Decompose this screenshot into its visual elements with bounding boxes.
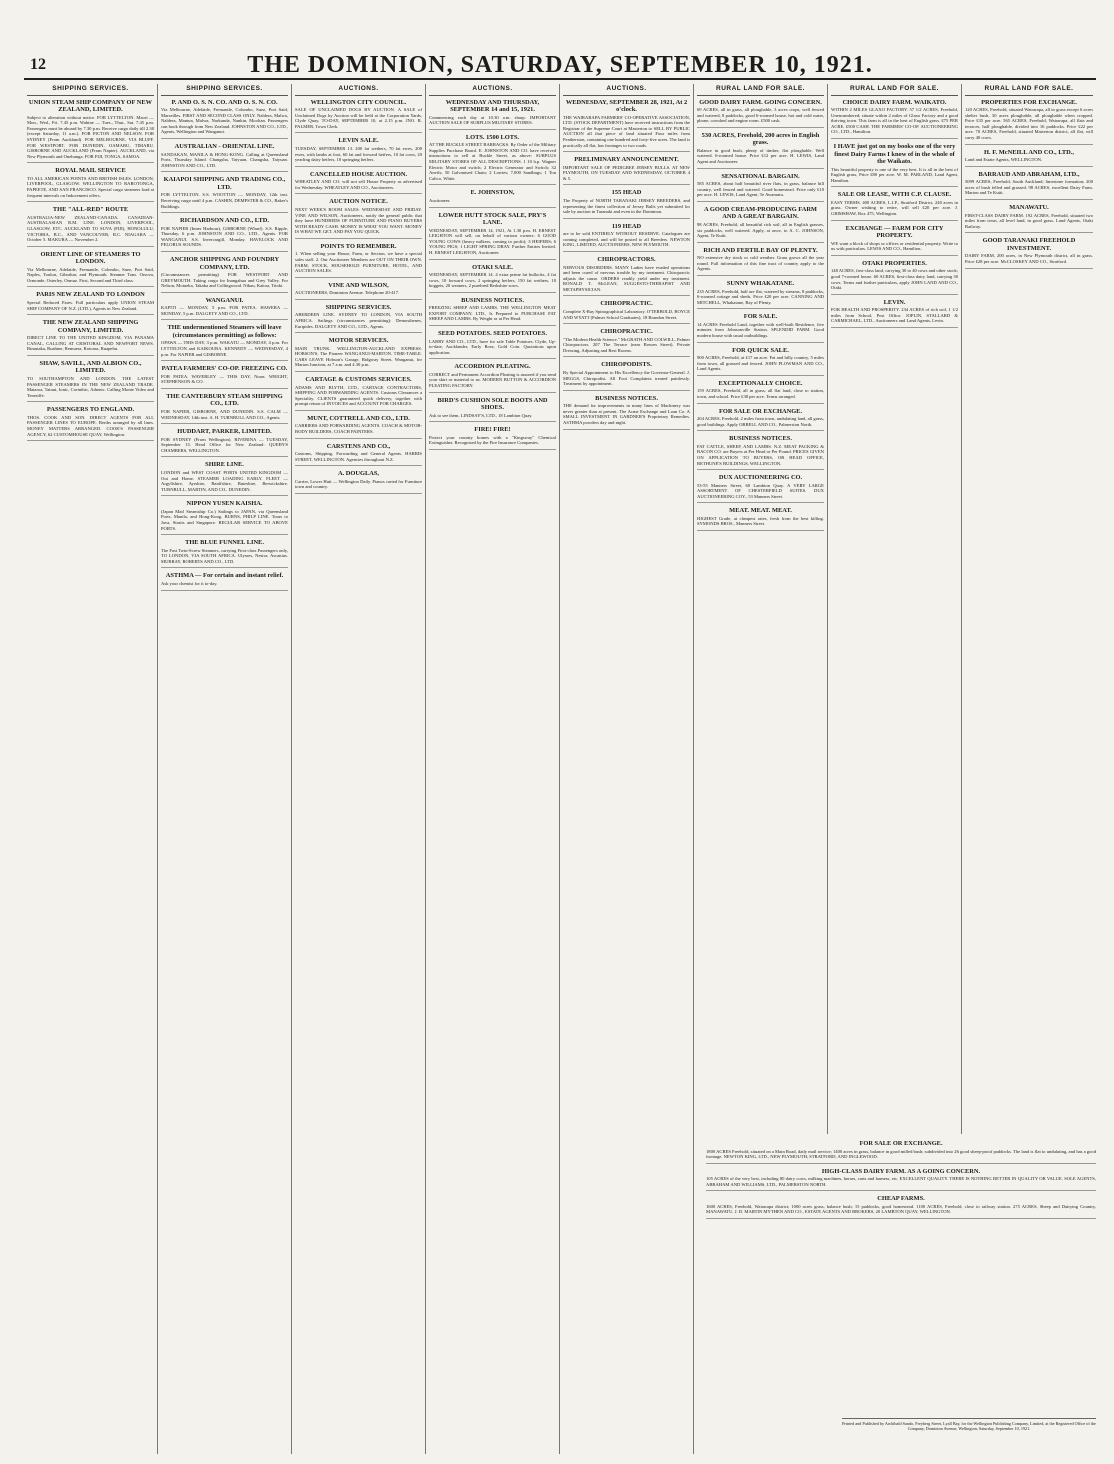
ad-title: RICHARDSON AND CO., LTD. xyxy=(180,217,269,225)
classified-ad xyxy=(697,173,824,202)
classified-ad xyxy=(295,470,422,494)
ad-body: Balance in good bush, plenty of timber, flat ploughable. Well watered. 6-roomed house. Price £12 per acre. H. LEWIS, Land Agent and Auctioneer. xyxy=(697,147,824,165)
ad-title: THE BLUE FUNNEL LINE. xyxy=(185,539,264,547)
page-number: 12 xyxy=(30,56,46,73)
classified-ad xyxy=(295,337,422,372)
ad-body: HIGHEST Grade, at cheapest rates, fresh from the best killing. SYMONDS BROS., Manners Street. xyxy=(697,515,824,527)
ad-title: UNION STEAM SHIP COMPANY OF NEW ZEALAND, LIMITED. xyxy=(28,98,153,114)
ad-title: SHAW, SAVILL, AND ALBION CO., LIMITED. xyxy=(39,359,142,375)
ad-title: FOR SALE. xyxy=(743,313,778,321)
classified-ad xyxy=(831,225,958,256)
ad-title: CHIROPRACTIC. xyxy=(600,300,653,308)
classified-ad xyxy=(161,572,288,590)
column-3 xyxy=(292,84,426,1454)
ad-body: NO extensive dry stock or cold weather. Grass grows all the year round. Full information of this fine tract of country apply to the Agents. xyxy=(697,255,824,272)
ad-title: AUSTRALIAN - ORIENTAL LINE. xyxy=(174,143,275,151)
classified-ad xyxy=(697,380,824,404)
ad-body: Commencing each day at 10.30 a.m. sharp. IMPORTANT AUCTION SALE OF SURPLUS MILITARY STORES. xyxy=(429,114,556,126)
column-heading: AUCTIONS. xyxy=(429,84,556,96)
column-4 xyxy=(426,84,560,1454)
ad-title: ACCORDION PLEATING. xyxy=(454,363,531,371)
ad-title: BARRAUD AND ABRAHAM, LTD., xyxy=(978,170,1080,178)
ad-body: NEXT WEEK'S ROOM SALES. WEDNESDAY AND FRIDAY. VINE AND WILSON, Auctioneers, notify the general public that they have HUNDREDS OF FURNITURE AND PIANO BUYERS WITH READY CASH. MONEY IS WHAT YOU WANT. MONEY IS WHAT WE GET. AND PAY YOU QUICK. xyxy=(295,206,422,235)
ad-title: LEVIN. xyxy=(883,298,906,306)
ad-title: POINTS TO REMEMBER. xyxy=(320,242,397,250)
ad-title: LOWER HUTT STOCK SALE, PRY'S LANE. xyxy=(438,211,547,227)
ad-body: 5099 ACRES, Freehold, South Auckland; limestone formation; 200 acres of bush felled and grassed. 98 ACRES, excellent Dairy Farm. Marton and Te Kuiti. xyxy=(965,179,1093,196)
ad-body: FOR NAPIER, GISBORNE, AND DUNEDIN. S.S. CALM — WEDNESDAY, 14th inst. A. H. TURNBULL AND CO., Agents. xyxy=(161,408,288,420)
ad-body: DIRECT LINE TO THE UNITED KINGDOM, VIA PANAMA CANAL, CALLING AT CRISTOBAL AND NEWPORT NEWS. Rimutaka, Ruahine, Remuera, Rotorua, Ruapehu. xyxy=(27,335,154,352)
ad-body: DAIRY FARM, 200 acres, in New Plymouth district, all in grass. Price £28 per acre. McCLOSKEY AND CO., Stratford. xyxy=(965,253,1093,264)
ad-body: "The Modern Health Science." McGRATH AND COLWILL, Palmer Chiropractors. 207 The Terrace (near Bowen Street). Private Dressing, Adjusting and Rest Rooms. xyxy=(563,336,690,353)
ad-title: THE undermentioned Steamers will leave (circumstances permitting) as follows: xyxy=(167,324,282,339)
ad-body: Land and Estate Agents, WELLINGTON. xyxy=(965,157,1043,163)
classified-ad xyxy=(697,408,824,432)
ad-title: LOTS. 1500 LOTS. xyxy=(465,133,520,141)
ad-body: WE want a block of shops or offices or residential property. Write to us with particulars. LEWIS AND CO., Hamilton. xyxy=(831,240,958,252)
ad-title: PRELIMINARY ANNOUNCEMENT. xyxy=(574,156,679,164)
classified-ad xyxy=(831,143,958,187)
ad-body: FAT CATTLE, SHEEP, AND LAMBS. N.Z. MEAT PACKING & BACON CO. are Buyers at Per Head or Per Pound. PRICES GIVEN ON APPLICATION TO BUYERS, OR HEAD OFFICE, BETHUNE'S BUILDINGS, WELLINGTON. xyxy=(697,443,824,466)
classified-ad xyxy=(429,297,556,326)
classified-ad xyxy=(161,500,288,535)
ad-body: 105 ACRES of the very best, including 80 dairy cows, milking machines, horses, carts and harness, etc. EXCELLENT QUALITY. THERE IS NOTHING BETTER IN QUALITY OR VALUE. SOLE AGENTS, ABRAHAM AND WILLIAMS, LTD., PALMERSTON NORTH. xyxy=(706,1176,1096,1187)
ad-title: OTAKI PROPERTIES. xyxy=(862,259,927,267)
classified-ad xyxy=(563,361,690,390)
ad-body: ADAMS AND BLYTH, LTD., CARTAGE CONTRACTORS, SHIPPING AND FORWARDING AGENTS. Customs Clearances a Speciality. CLIENTS guaranteed quick delivery, together with prompt return of INVOICES and ACCOUNT FOR CHARGES. xyxy=(295,384,422,407)
ad-body: FREEZING SHEEP AND LAMBS. THE WELLINGTON MEAT EXPORT COMPANY, LTD., Is Prepared to PURCHASE FAT SHEEP AND LAMBS. By Weight or at Per Head. xyxy=(429,305,556,322)
classified-ad xyxy=(295,415,422,439)
ad-body: TO SOUTHAMPTON AND LONDON. THE LATEST PASSENGER STEAMERS IN THE NEW ZEALAND TRADE. Mataroa, Tainui, Ionic, Corinthic, Athenic. Calling Monte Video and Teneriffe. xyxy=(27,375,154,398)
ad-body: MAIN TRUNK. WELLINGTON-AUCKLAND EXPRESS. HOBSON'S, The Pioneer WANGANUI-MARTON. TIME-TABLE. CARS LEAVE Hobson's Garage, Ridgway Street, Wanganui, for Marton Junction, at 7 a.m. and 4.30 p.m. xyxy=(295,345,422,368)
ad-body: 98 ACRES, Freehold, all beautiful rich soil, all in English grasses, six paddocks, well watered. Apply, at once, to A. C. JOHNSON, Agent, Te Kuiti. xyxy=(697,221,824,239)
ad-title: 119 HEAD xyxy=(611,222,642,230)
column-7 xyxy=(828,84,962,1134)
ad-body: The Property of NORTH TARANAKI JERSEY BREEDERS, and representing the finest collection of Jersey Bulls yet submitted for sale by auction in Taranaki and even in the Dominion. xyxy=(563,197,690,215)
ad-title: A. DOUGLAS, xyxy=(337,470,379,478)
classified-ad xyxy=(965,204,1093,233)
ad-body: By Special Appointment to His Excellency the Governor-General. J. MEGGS, Chiropodist. All Foot Complaints treated painlessly. Treatment by appointment. xyxy=(563,369,690,387)
ad-body: Auctioneer. xyxy=(429,197,451,203)
classified-ad xyxy=(161,428,288,457)
ad-body: 14 ACRES Freehold Land, together with well-built Residence, five minutes from Johnsonville Station. SPLENDID FARM. Good modern house with usual outbuildings. xyxy=(697,321,824,338)
ad-title: EXCEPTIONALLY CHOICE. xyxy=(718,379,803,387)
classified-ad xyxy=(965,149,1093,167)
ad-title: RICH AND FERTILE BAY OF PLENTY. xyxy=(703,246,818,254)
classified-ad xyxy=(697,99,824,128)
classified-ad xyxy=(161,461,288,496)
ad-title: MUNT, COTTRELL AND CO., LTD. xyxy=(307,414,410,422)
ad-body: SALE OF UNCLAIMED DOGS BY AUCTION. A SALE of Unclaimed Dogs by Auction will be held at the Corporation Yards, Clyde Quay, TO-DAY, SEPTEMBER 10, at 2.15 p.m. JNO. R. PALMER, Town Clerk. xyxy=(295,107,422,129)
ad-title: 155 HEAD xyxy=(611,189,642,197)
classified-ad xyxy=(563,328,690,357)
ad-body: LONDON and WEST COAST PORTS UNITED KINGDOM — Out and Home. STEAMER LOADING EARLY. FLEET — Argyllshire, Ayrshire, Banffshire, Buteshire, Berwickshire. TURNBULL, MARTIN, AND CO., DUNEDIN. xyxy=(161,469,288,492)
classified-ad xyxy=(831,99,958,139)
classified-ad xyxy=(295,304,422,333)
ad-body: LARRY AND CO., LTD., have for sale Table Potatoes. Clyde, Up-to-date, Aucklander, Early Rose, Gold Coin. Quotations upon application. xyxy=(429,338,556,355)
ad-title: BIRD'S CUSHION SOLE BOOTS AND SHOES. xyxy=(437,396,548,412)
ad-body: CARRIERS AND FORWARDING AGENTS. COACH & MOTOR-BODY BUILDERS, COACH PAINTERS. xyxy=(295,423,422,434)
newspaper-title: THE DOMINION, SATURDAY, SEPTEMBER 10, 1921. xyxy=(247,52,873,78)
classified-ad xyxy=(295,443,422,467)
wide-classified-ad xyxy=(706,1168,1096,1192)
ad-body: 148 ACRES, first-class land, carrying 30 to 40 cows and other stock; good 7-roomed house. 60 ACRES, first-class dairy land, carrying 30 cows. Terms and further particulars, apply JOHN LAND AND CO., Otaki. xyxy=(831,268,958,291)
ad-body: Customs, Shipping, Forwarding and General Agents. HARRIS STREET, WELLINGTON. Agencies throughout N.Z. xyxy=(295,451,422,462)
ad-body: 204 ACRES, Freehold, 2 miles from town, undulating land, all grass, good buildings. Apply ORBELL AND CO., Palmerston North. xyxy=(697,416,824,427)
ad-body: ABERDEEN LINE. SYDNEY TO LONDON, VIA SOUTH AFRICA. Sailings (circumstances permitting): Demosthenes, Euripides. DALGETY AND CO., LTD., Agents. xyxy=(295,312,422,329)
ad-title: SUNNY WHAKATANE. xyxy=(726,280,795,287)
classified-ad xyxy=(563,156,690,185)
classified-ad xyxy=(295,171,422,195)
classified-ad xyxy=(27,99,154,164)
ad-title: FOR QUICK SALE. xyxy=(732,346,789,354)
classified-ad xyxy=(161,256,288,293)
classified-ad xyxy=(429,99,556,130)
classified-ad xyxy=(563,395,690,430)
ad-body: Carrier, Lower Hutt — Wellington Daily. Pianos carted for Furniture town and country. xyxy=(295,478,422,490)
classified-ad xyxy=(831,299,958,328)
ad-title: ROYAL MAIL SERVICE xyxy=(55,167,126,175)
classified-ad xyxy=(27,319,154,356)
ad-body: THE demand for improvements in many lines of Machinery was never greater than at present. The Acme Exchange and Loan Co. A SMALL INVESTMENT IN GARDNER'S Proprietary Remedies. ASTHMA powders day and night. xyxy=(563,403,690,425)
ad-title: WEDNESDAY, SEPTEMBER 28, 1921, At 2 o'clock. xyxy=(565,98,688,114)
ad-title: WEDNESDAY AND THURSDAY, SEPTEMBER 14 and 15, 1921. xyxy=(445,98,540,114)
ad-body: 1. When selling your House, Farm, or Section, we have a special sales staff. 2. Our Auctioneer Members are OUT ON THEIR OWN. FARM, STOCK, HOUSEHOLD FURNITURE, HOTEL, AND AUCTION SALES. xyxy=(295,251,422,274)
ad-body: 585 ACRES, about half beautiful river flats, in grass, balance hill country, well fenced and watered. Good homestead. Price only £10 per acre. H. LEWIS, Land Agent, Te Awamutu. xyxy=(697,181,824,198)
ad-body: Complete X-Ray Spinographical Laboratory. O'TERBOLD, BOYCE AND WYATT (Palmer School Graduates), 18 Brandon Street. xyxy=(563,308,690,320)
ad-title: WANGANUI. xyxy=(205,296,244,304)
ad-title: SEED POTATOES. SEED POTATOES. xyxy=(438,330,547,338)
classified-ad xyxy=(161,297,288,321)
classified-ad xyxy=(161,99,288,139)
classified-ad xyxy=(697,474,824,503)
ad-body: 235 ACRES, Freehold, half are flat, watered by streams, 8 paddocks, 6-roomed cottage and sheds. Price £20 per acre. CANNING AND MITCHELL, Whakatane, Bay of Plenty. xyxy=(697,288,824,305)
ad-title: FIRE! FIRE! xyxy=(474,426,511,434)
ad-title: CHIROPRACTORS. xyxy=(597,256,656,263)
ad-title: BUSINESS NOTICES. xyxy=(729,435,792,443)
classified-ad xyxy=(563,256,690,296)
ad-title: NIPPON YUSEN KAISHA. xyxy=(186,500,263,508)
ad-title: P. AND O. S. N. CO. AND O. S. N. CO. xyxy=(171,98,278,106)
ad-body: THOS. COOK AND SON. DIRECT AGENTS FOR ALL PASSENGER LINES TO EUROPE. Berths arranged by all lines. MONEY MATTERS ARRANGED. COOK'S PASSENGER AGENCY, 62 CUSTOMHOUSE QUAY, Wellington. xyxy=(27,414,154,437)
imprint-footer: Printed and Published by Archibald Sando, Freyberg Street, Lyall Bay, for the Wellington Publishing Company, Limited, at the Registered Office of the Company, Dominion Avenue, Wellington, Saturday, September 10, 1921. xyxy=(842,1418,1096,1431)
classified-ad xyxy=(429,189,556,207)
ad-title: LEVIN SALE. xyxy=(338,137,379,145)
classified-ad xyxy=(697,132,824,169)
ad-title: WELLINGTON CITY COUNCIL. xyxy=(310,98,407,106)
ad-body: (Circumstances permitting) FOR WESTPORT AND GREYMOUTH. Taking cargo for Inangahua and Grey Valley. For Nelson, Motueka, Takaka and Collingwood. Nikau, Kaitoa, Titoki. xyxy=(161,272,288,289)
classified-ad xyxy=(965,237,1093,268)
ad-title: DUX AUCTIONEERING CO. xyxy=(718,474,803,482)
classified-ad xyxy=(295,282,422,300)
ad-title: ANCHOR SHIPPING AND FOUNDRY COMPANY, LTD. xyxy=(169,256,280,271)
ad-title: CANCELLED HOUSE AUCTION. xyxy=(309,170,408,178)
ad-body: 1800 ACRES Freehold, situated on a Main Road, daily mail service; 1400 acres in grass, balance in good milled bush; subdivided into 26 good sheep-proof paddocks. The land is flat to undulating, and has a good frontage. NEWTON KING, LTD., NEW PLYMOUTH, STRATFORD, AND INGLEWOOD. xyxy=(706,1148,1096,1160)
ad-title: THE "ALL-RED" ROUTE xyxy=(52,206,129,214)
classified-ad xyxy=(27,167,154,202)
ad-title: SALE OR LEASE, WITH C.P. CLAUSE. xyxy=(837,191,952,199)
ad-title: GOOD TARANAKI FREEHOLD INVESTMENT. xyxy=(982,237,1076,252)
ad-body: AUSTRALIA-NEW ZEALAND-CANADA. CANADIAN-AUSTRALASIAN R.M. LINE. LONDON, LIVERPOOL, GLASGOW, ETC. AUCKLAND TO SUVA (FIJI), HONOLULU, VICTORIA, B.C., AND VANCOUVER, B.C. NIAGARA — October 5. MAKURA — November 2. xyxy=(27,214,154,243)
ad-body: FOR LYTTELTON. S.S. WOOTTON — MONDAY, 12th inst. Receiving cargo until 4 p.m. CASHIN, DEMPSTER & CO., Baker's Buildings. xyxy=(161,192,288,209)
classified-ad xyxy=(429,363,556,392)
column-5 xyxy=(560,84,694,1454)
ad-body: Protect your country homes with a "Kingsway" Chemical Extinguisher. Recognised by the Fire Insurance Companies. xyxy=(429,434,556,446)
ad-title: CHIROPRACTIC. xyxy=(600,328,653,336)
classified-ad xyxy=(161,217,288,252)
classified-ad xyxy=(697,247,824,276)
classified-ad xyxy=(831,260,958,295)
ad-title: EXCHANGE — FARM FOR CITY PROPERTY. xyxy=(845,224,944,240)
column-heading: RURAL LAND FOR SALE. xyxy=(697,84,824,96)
ad-title: FOR SALE OR EXCHANGE. xyxy=(859,1140,943,1147)
classified-ad xyxy=(161,539,288,568)
ad-title: SHIRE LINE. xyxy=(205,461,244,469)
classified-ad xyxy=(295,243,422,278)
ad-body: IMPORTANT SALE OF PEDIGREE JERSEY BULLS. AT NEW PLYMOUTH, ON TUESDAY AND WEDNESDAY, OCTOBER 4 & 5. xyxy=(563,164,690,181)
ad-title: MEAT. MEAT. MEAT. xyxy=(729,507,792,515)
ad-title: H. F. McNEILL AND CO., LTD., xyxy=(984,148,1074,156)
ad-title: CHEAP FARMS. xyxy=(877,1195,925,1203)
newspaper-columns xyxy=(24,84,1096,1454)
ad-title: BUSINESS NOTICES. xyxy=(595,394,658,402)
ad-title: SHIPPING SERVICES. xyxy=(325,303,392,311)
classified-ad xyxy=(429,212,556,260)
column-heading: SHIPPING SERVICES. xyxy=(161,84,288,96)
ad-title: CARTAGE & CUSTOMS SERVICES. xyxy=(305,376,412,384)
classified-ad xyxy=(697,280,824,309)
classified-ad xyxy=(295,99,422,134)
ad-title: THE CANTERBURY STEAM SHIPPING CO., LTD. xyxy=(166,392,283,408)
ad-title: A GOOD CREAM-PRODUCING FARM AND A GREAT BARGAIN. xyxy=(704,205,817,221)
wide-classified-ad xyxy=(706,1195,1096,1219)
ad-title: ORIENT LINE OF STEAMERS TO LONDON. xyxy=(40,250,141,266)
ad-body: EASY TERMS. 400 ACRES, L.I.P., Stratford District, 240 acres in grass. Owner wishing to retire, will sell £20 per acre. J. GRIMSHAW, Box 475, Wellington. xyxy=(831,199,958,217)
ad-title: THE NEW ZEALAND SHIPPING COMPANY, LIMITED. xyxy=(42,319,139,334)
ad-title: GOOD DAIRY FARM. GOING CONCERN. xyxy=(699,98,822,106)
column-heading: AUCTIONS. xyxy=(563,84,690,96)
column-6 xyxy=(694,84,828,1134)
classified-ad xyxy=(563,223,690,252)
classified-ad xyxy=(429,397,556,423)
classified-ad xyxy=(697,313,824,342)
classified-ad xyxy=(697,507,824,531)
ad-title: I HAVE just got on my books one of the very finest Dairy Farms I know of in the whole of the Waikato. xyxy=(833,143,956,166)
classified-ad xyxy=(697,347,824,376)
ad-title: 530 ACRES, Freehold, 200 acres in English grass. xyxy=(701,131,820,147)
column-heading: AUCTIONS. xyxy=(295,84,422,96)
classified-ad xyxy=(27,360,154,402)
classified-ad xyxy=(429,134,556,186)
ad-body: WITHIN 2 MILES GLAXO FACTORY. 57 1/2 ACRES, Freehold, Unencumbered; situate within 2 miles of Glaxo Factory and a good thriving town. This farm is all in the best of English grass. £75 PER ACRE. £500 CASH. THE FARMERS' CO-OP. AUCTIONEERING CO., LTD., Hamilton. xyxy=(831,107,958,135)
ad-title: ASTHMA — For certain and instant relief. xyxy=(165,572,284,580)
ad-body: TUESDAY, SEPTEMBER 13. 200 fat wethers, 70 fat ewes, 200 ewes, with lambs at foot, 60 fat and forward heifers, 10 fat cows, 20 yearling dairy heifers, 10 springing heifers. xyxy=(295,145,422,163)
classified-ad xyxy=(161,324,288,361)
column-heading: SHIPPING SERVICES. xyxy=(27,84,154,96)
ad-body: OPAWA — THIS DAY, 3 p.m. WAKATU — MONDAY, 4 p.m. For LYTTELTON and KAIKOURA. KENNEDY — WEDNESDAY, 4 p.m. For NAPIER and GISBORNE. xyxy=(161,340,288,357)
ad-body: FOR SYDNEY (From Wellington). RIVERINA — TUESDAY, September 13. Head Office for New Zealand: QUEEN'S CHAMBERS, WELLINGTON. xyxy=(161,436,288,453)
ad-body: FOR PATEA. WAVERLEY — THIS DAY, Noon. WRIGHT, STEPHENSON & CO. xyxy=(161,373,288,385)
ad-body: THE WAIRARAPA FARMERS' CO-OPERATIVE ASSOCIATION, LTD. (STOCK DEPARTMENT) have received instructions from the Registrar of the Supreme Court at Masterton to SELL BY PUBLIC AUCTION all that piece of land situated Four miles from Featherston, containing one hundred and forty-five acres. The land is practically all flat, has frontages to two roads. xyxy=(563,114,690,148)
classified-ad xyxy=(295,137,422,166)
classified-ad xyxy=(563,99,690,153)
classified-ad xyxy=(161,143,288,172)
ad-title: MANAWATU. xyxy=(1009,204,1049,212)
classified-ad xyxy=(161,176,288,213)
classified-ad xyxy=(697,435,824,470)
ad-body: FOR HEALTH AND PROSPERITY. 234 ACRES of rich soil, 1 1/2 miles from School, Post Office. JOPLIN, STALLARD & CARMICHAEL, LTD., Auctioneers and Land Agents, Levin. xyxy=(831,307,958,324)
ad-title: OTAKI SALE. xyxy=(472,263,513,271)
column-2 xyxy=(158,84,292,1454)
ad-body: WHEATLEY AND CO. will not sell House Property as advertised for Wednesday. WHEATLEY AND CO., Auctioneers. xyxy=(295,179,422,190)
classified-ad xyxy=(161,393,288,424)
masthead xyxy=(24,50,1096,80)
ad-body: Subject to alteration without notice. FOR LYTTELTON. Maori — Mon., Wed., Fri. 7.45 p.m. Wahine — Tues., Thur., Sat. 7.45 p.m. Passengers must be aboard by 7.30 p.m. Receive cargo daily till 2.30 (except Saturday, 11 a.m.). FOR PICTON AND NELSON. FOR SYDNEY (From Auckland). FOR MELBOURNE, VIA BLUFF. FOR WESTPORT. FOR DUNEDIN, OAMARU, TIMARU. GISBORNE AND AUCKLAND (From Napier). AUCKLAND, via New Plymouth and Onehunga. FOR FIJI, TONGA, SAMOA. xyxy=(27,114,154,159)
classified-ad xyxy=(429,426,556,450)
ad-body: AT THE BUCKLE STREET BARRACKS. By Order of the Military Supplies Purchase Board. E. JOHNSTON AND CO. have received instructions to sell at Buckle Street, as above: SURPLUS MILITARY STORES OF ALL DESCRIPTIONS. 1 10 h.p. Wagner Electric Motor and switch; 2 Electric Generator and Switch; 32 Anvils; 50 Galvanised Chain; 2 Lorries; 7,000 Sandbags; 1 Ton Calico, White. xyxy=(429,142,556,181)
classified-ad xyxy=(27,251,154,288)
classified-ad xyxy=(697,206,824,243)
ad-body: NERVOUS DISORDERS. MANY Ladies have evaded operations and been cured of nervous trouble by my treatment. Chiropractic adjusts the cause. ORDERS readily yield under my treatment. RONALD T. McLEAN, SUGGESTO-THERAPIST AND METAPHYSICIAN. xyxy=(563,264,690,292)
column-heading: RURAL LAND FOR SALE. xyxy=(965,84,1093,96)
ad-body: 120 ACRES, Freehold, situated Wairarapa, all in grass except 6 acres shelter bush, 30 acres ploughable, all ploughable when cropped. Price £35 per acre. 565 ACRES, Freehold, Wairarapa, all flats and terraces, half ploughable, divided into 16 paddocks. Price £22 per acre. 70 ACRES, Freehold, situated Masterton district, all flat, will carry 40 cows. xyxy=(965,107,1093,141)
ad-body: CORRECT and Permanent Accordion Pleating is assured if you send your skirt or material to us. MODERN BUTTON & ACCORDION PLEATING FACTORY. xyxy=(429,371,556,389)
ad-body: Ask your chemist for it to-day. xyxy=(161,580,218,586)
ad-title: CHOICE DAIRY FARM. WAIKATO. xyxy=(842,98,947,106)
ad-title: HIGH-CLASS DAIRY FARM. AS A GOING CONCERN. xyxy=(821,1167,981,1175)
ad-body: This beautiful property is one of the very best. It is all in the best of English grass, Price £80 per acre. W. M. PARLAND, Land Agent, Hamilton. xyxy=(831,166,958,183)
ad-title: CARSTENS AND CO., xyxy=(326,442,391,450)
classified-ad xyxy=(27,291,154,315)
ad-title: SENSATIONAL BARGAIN. xyxy=(721,172,800,180)
ad-title: PATEA FARMERS' CO-OP. FREEZING CO. xyxy=(161,365,288,373)
ad-title: PROPERTIES FOR EXCHANGE. xyxy=(981,98,1077,106)
classified-ad xyxy=(429,330,556,359)
ad-body: The Fast Twin-Screw Steamers, carrying First-class Passengers only, TO LONDON, VIA SOUTH AFRICA. Ulysses, Nestor, Ascanius. MURRAY, ROBERTS AND CO., LTD. xyxy=(161,547,288,564)
classified-ad xyxy=(27,206,154,246)
ad-body: 159 ACRES, Freehold, all in grass, all flat land, close to station, town, and school. Price £38 per acre. Terms arranged. xyxy=(697,388,824,399)
classified-ad xyxy=(563,189,690,218)
wide-classified-ad xyxy=(706,1140,1096,1164)
column-8 xyxy=(962,84,1096,1134)
column-heading: RURAL LAND FOR SALE. xyxy=(831,84,958,96)
ad-body: WEDNESDAY, SEPTEMBER 14. 4 extra prime fat bullocks, 4 fat cows, 10 forward cows, 2 springing heifers, 150 fat wethers, 10 hoggets, 20 weaners, 2 purebred Berkshire sows. xyxy=(429,272,556,289)
column-1 xyxy=(24,84,158,1454)
ad-title: PARIS NEW ZEALAND TO LONDON xyxy=(36,291,145,299)
classified-ad xyxy=(429,264,556,293)
ad-title: VINE AND WILSON, xyxy=(328,281,389,289)
ad-title: E. JOHNSTON, xyxy=(470,189,515,197)
classified-ad xyxy=(295,376,422,411)
wide-classified-block xyxy=(706,1140,1096,1223)
classified-ad xyxy=(563,300,690,324)
classified-ad xyxy=(161,365,288,389)
classified-ad xyxy=(965,171,1093,200)
classified-ad xyxy=(295,198,422,238)
ad-body: Special Reduced Fares. Full particulars apply UNION STEAM SHIP COMPANY OF N.Z. (LTD.), Agents in New Zealand. xyxy=(27,299,154,311)
ad-body: Via Melbourne, Adelaide, Fremantle, Colombo, Suez, Port Said, Marseilles. FIRST AND SECOND CLASS ONLY. Naldera, Malwa, Naldera, Mantua, Malwa, Narkunda, Nankin, Mooltan. Passengers can book through from New Zealand. JOHNSTON AND CO., LTD., Agents, Wellington and Wanganui. xyxy=(161,107,288,135)
ad-title: FOR SALE OR EXCHANGE. xyxy=(718,407,803,415)
ad-body: FOR NAPIER (Inner Harbour), GISBORNE (Wharf). S.S. Ripple, Thursday, 6 p.m. JOHNSTON AND CO., LTD., Agents. FOR WANGANUI. S.S. Invercargill, Monday. HAVELOCK AND PELORUS SOUNDS. xyxy=(161,225,288,248)
ad-title: PASSENGERS TO ENGLAND. xyxy=(46,406,135,414)
ad-body: 53-55 Manners Street, 60 Lambton Quay. A VERY LARGE ASSORTMENT OF CHESTERFIELD SUITES. DUX AUCTIONEERING COY., 53 Manners Street. xyxy=(697,482,824,499)
ad-body: SANDAKAN, MANILA & HONG-KONG. Calling at Queensland Ports, Thursday Island. Changsha, Taiyuan, Changsha, Taiyuan. JOHNSTON AND CO., LTD. xyxy=(161,151,288,168)
ad-title: MOTOR SERVICES. xyxy=(328,337,389,345)
ad-body: 69 ACRES, all in grass, all ploughable, 3 acres crops, well fenced and watered, 8 paddocks, good 6-roomed house, hot and cold water, phone, cowshed and engine room. £500 cash. xyxy=(697,107,824,124)
ad-title: KAIAPOI SHIPPING AND TRADING CO., LTD. xyxy=(163,176,286,191)
classified-ad xyxy=(831,191,958,220)
ad-title: HUDDART, PARKER, LIMITED. xyxy=(177,428,272,436)
classified-ad xyxy=(965,99,1093,145)
ad-body: TO ALL AMERICAN POINTS AND BRITISH ISLES. LONDON, LIVERPOOL, GLASGOW. WELLINGTON TO RAROTONGA, PAPEETE, AND SAN FRANCISCO. Special cargo steamers load at frequent intervals on Inducement offers. xyxy=(27,175,154,198)
ad-body: 900 ACRES, Freehold, at £17 an acre. Fat and hilly country, 5 miles from town, all grassed and fenced. JOHN PLOWMAN AND CO., Land Agents. xyxy=(697,355,824,372)
ad-title: BUSINESS NOTICES. xyxy=(461,296,524,304)
ad-body: Ask to see them. LINDSAY'S, LTD., 18 Lambton Quay. xyxy=(429,412,533,418)
ad-title: CHIROPODISTS. xyxy=(601,361,652,369)
ad-body: FIRST-CLASS DAIRY FARM. 192 ACRES, Freehold, situated two miles from town, all level land, in good grass. Land Agents, Otaki Railway. xyxy=(965,212,1093,229)
ad-body: (Japan Mail Steamship Co.) Sailings to JAPAN, via Queensland Ports, Manila, and Hong-Kong. BURNS, PHILP LINE. Tours to Java, Straits and Singapore. REGULAR SERVICE TO ABOVE PORTS. xyxy=(161,508,288,531)
ad-body: are to be sold ENTIRELY WITHOUT RESERVE. Catalogues are coming completed, and will be posted to all Breeders. NEWTON KING, LIMITED, AUCTIONEERS, NEW PLYMOUTH. xyxy=(563,231,690,248)
ad-body: 1600 ACRES, Freehold, Wairarapa district; 1000 acres grass, balance bush; 15 paddocks, good homestead. 1100 ACRES, Freehold, close to railway station. 275 ACRES, Sheep and Dairying Country, MANAWATU. J. D. MARTIN MYTHEN AND CO., ESTATE AGENTS AND BROKERS, 20 LAMBTON QUAY, WELLINGTON. xyxy=(706,1203,1096,1215)
ad-body: Via Melbourne, Adelaide, Fremantle, Colombo, Suez, Port Said, Naples, Toulon, Gibraltar, and Plymouth. Steamer Tons. Orsova, Ormonde, Osterley, Ormuz. First, Second and Third class. xyxy=(27,266,154,283)
ad-title: AUCTION NOTICE. xyxy=(329,198,388,206)
ad-body: KAPITI — MONDAY, 5 p.m. FOR PATEA. HAWERA — MONDAY, 5 p.m. DALGETY AND CO., LTD. xyxy=(161,305,288,316)
ad-body: WEDNESDAY, SEPTEMBER 14, 1921, At 1.30 p.m. H. ERNEST LEIGHTON will sell, on behalf of various owners: 6 GOOD YOUNG COWS (heavy milkers, coming to profit); 3 HEIFERS; 6 YOUNG PIGS; 1 LIGHT SPRING DRAY. Further Entries Invited. H. ERNEST LEIGHTON, Auctioneer. xyxy=(429,227,556,255)
classified-ad xyxy=(27,406,154,441)
ad-body: AUCTIONEERS, Dominion Avenue. Telephone 20-417. xyxy=(295,290,400,296)
